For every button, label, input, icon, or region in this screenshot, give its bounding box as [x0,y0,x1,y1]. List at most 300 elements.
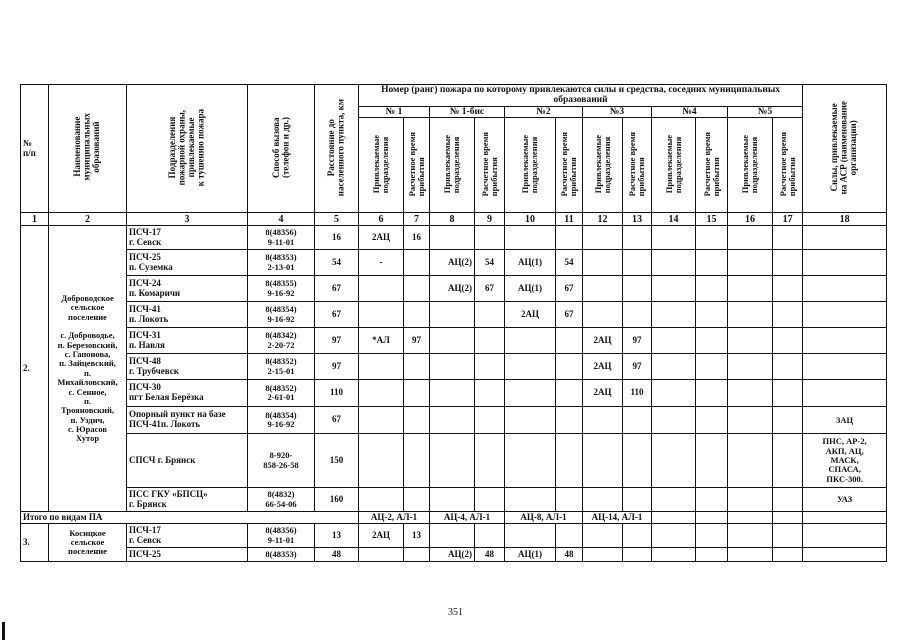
call-phone-line: 2-13-01 [267,261,295,272]
asr-forces [803,276,887,302]
table-row [21,276,887,302]
table-row [21,226,887,250]
rank1-time [404,276,430,302]
rank3-units: 2АЦ [583,380,623,407]
fire-unit [127,434,248,488]
column-number: 12 [583,213,623,226]
call-phone-line: 8(48354) [265,304,297,315]
header-sub-units: Привлекаемые подразделения [652,118,696,213]
rank4-time [696,276,728,302]
fire-unit [127,380,248,407]
rank1-time: 13 [404,524,430,548]
call-phone-line: 9-11-01 [267,236,295,247]
fire-unit-line: ПСС ГКУ «БПСЦ» [129,488,208,499]
table-row [21,524,887,548]
rank1-time [404,302,430,328]
call-phone-line: 8(4832) [267,489,295,500]
rank3-units: 2АЦ [583,328,623,354]
header-distance: Расстояние до населенного пункта, км [315,85,359,213]
header-sub-time: Расчетное время прибытия [623,118,652,213]
rank2-units [505,380,556,407]
rank2-units [505,226,556,250]
rank3-time [623,276,652,302]
row-number: 3. [21,524,49,562]
rank2-units [505,434,556,488]
header-rank-1bis: № 1-бис [430,106,505,117]
distance-km: 160 [315,488,359,512]
distance-km: 67 [315,276,359,302]
fire-unit [127,328,248,354]
rank4-time [696,354,728,380]
rank1bis-time [475,302,505,328]
rank2-time [556,407,583,434]
header-rank-title: Номер (ранг) пожара по которому привлекаются силы и средства, соседних муниципальных образований [359,85,803,107]
rank1bis-units [430,407,475,434]
call-phone-line: 9-16-92 [267,419,295,430]
rank1bis-time: 48 [475,548,505,562]
totals-empty [728,512,773,524]
table-row [21,380,887,407]
header-row-1 [21,85,887,107]
rank1-time [404,548,430,562]
rank5-units [728,276,773,302]
rank4-units [652,434,696,488]
rank2-units [505,328,556,354]
rank1bis-time: 54 [475,250,505,276]
rank5-units [728,328,773,354]
rank2-units: АЦ(1) [505,276,556,302]
rank4-units [652,250,696,276]
rank1bis-units [430,354,475,380]
asr-forces [803,380,887,407]
rank5-time [773,328,803,354]
call-phone-line: 8(48356) [265,227,297,238]
rank1-time [404,407,430,434]
totals-row [21,512,887,524]
rank4-units [652,407,696,434]
header-rank-3: №3 [583,106,652,117]
rank2-units: АЦ(1) [505,548,556,562]
rank5-time [773,302,803,328]
header-rank-2: №2 [505,106,583,117]
totals-r1: АЦ-2, АЛ-1 [359,512,430,524]
rank5-units [728,548,773,562]
header-sub-time: Расчетное время прибытия [404,118,430,213]
rank2-time [556,354,583,380]
municipality-name: Доброводское сельское поселение с. Доброводье, п. Березовский, с. Гапонова, п. Зайцевский, п. Михайловский, с. Сенное, п. Трояновский, п. Уздич, с. Юрасов Хутор [49,226,127,512]
rank4-time [696,302,728,328]
column-number: 9 [475,213,505,226]
rank4-time [696,226,728,250]
fire-unit-line: ПСЧ-25 [129,251,161,262]
rank1-units [359,276,404,302]
rank1bis-units [430,226,475,250]
column-number: 14 [652,213,696,226]
rank1-units: 2АЦ [359,226,404,250]
rank1bis-time [475,488,505,512]
rank5-time [773,407,803,434]
fire-unit [127,302,248,328]
asr-forces [803,226,887,250]
rank2-units [505,488,556,512]
header-sub-units: Привлекаемые подразделения [728,118,773,213]
column-number: 2 [49,213,127,226]
asr-forces: ПНС, АР-2, АКП, АЦ, МАСК, СПАСА, ПКС-300. [803,434,887,488]
rank3-time [623,407,652,434]
column-number: 17 [773,213,803,226]
table-row [21,488,887,512]
rank1bis-units [430,524,475,548]
rank1bis-time: 67 [475,276,505,302]
fire-unit-line: п. Суземка [129,261,173,272]
header-sub-units: Привлекаемые подразделения [359,118,404,213]
fire-unit-line: ПСЧ-31 [129,329,161,340]
rank2-time: 48 [556,548,583,562]
totals-r2: АЦ-8, АЛ-1 [505,512,583,524]
table-row [21,407,887,434]
rank2-units [505,407,556,434]
rank1bis-time [475,328,505,354]
call-phone-line: 2-15-01 [267,365,295,376]
rank2-time: 67 [556,302,583,328]
rank3-time: 97 [623,328,652,354]
rank1-time: 97 [404,328,430,354]
rank5-units [728,434,773,488]
rank1-time [404,250,430,276]
rank1bis-units [430,380,475,407]
rank1-time [404,380,430,407]
column-number: 7 [404,213,430,226]
rank5-units [728,250,773,276]
rank1bis-units [430,302,475,328]
asr-forces: УАЗ [803,488,887,512]
fire-unit [127,250,248,276]
distance-km: 110 [315,380,359,407]
rank5-time [773,548,803,562]
call-phone-line: 66-54-06 [265,498,297,509]
call-phone [248,380,315,407]
fire-unit-line: п. Локоть [129,313,169,324]
column-number: 10 [505,213,556,226]
rank5-time [773,434,803,488]
rank3-units [583,250,623,276]
rank3-time [623,226,652,250]
rank3-time: 97 [623,354,652,380]
fire-unit-line: г. Брянск [129,498,167,509]
distance-km: 16 [315,226,359,250]
rank3-time [623,488,652,512]
page-number: 351 [448,607,463,618]
rank4-units [652,354,696,380]
call-phone-line: 8-920- [269,450,293,461]
call-phone-line: 9-16-92 [267,287,295,298]
fire-unit-line: ПСЧ-48 [129,355,161,366]
column-number: 4 [248,213,315,226]
rank1bis-time [475,226,505,250]
fire-unit-line: п. Комаричи [129,287,181,298]
rank4-time [696,250,728,276]
rank3-time [623,250,652,276]
call-phone-line: 8(48355) [265,278,297,289]
header-rank-4: №4 [652,106,728,117]
fire-unit [127,354,248,380]
rank2-time [556,380,583,407]
column-numbers-row [21,213,887,226]
fire-unit-line: г. Трубчевск [129,365,179,376]
rank2-units: 2АЦ [505,302,556,328]
call-phone [248,524,315,548]
rank4-units [652,302,696,328]
rank3-time: 110 [623,380,652,407]
header-sub-time: Расчетное время прибытия [556,118,583,213]
rank3-time [623,524,652,548]
fire-unit-line: пгт Белая Берёзка [129,392,204,403]
totals-empty [773,512,803,524]
call-phone [248,434,315,488]
totals-r1b: АЦ-4, АЛ-1 [430,512,505,524]
rank1-units: 2АЦ [359,524,404,548]
rank3-units [583,488,623,512]
rank1-units: *АЛ [359,328,404,354]
call-phone-line: 2-20-72 [267,339,295,350]
distance-km: 97 [315,328,359,354]
column-number: 13 [623,213,652,226]
rank3-units [583,548,623,562]
distance-km: 97 [315,354,359,380]
rank3-units [583,302,623,328]
rank1bis-time [475,380,505,407]
scan-edge-mark [2,622,5,640]
call-phone [248,302,315,328]
fire-unit [127,276,248,302]
call-phone-line: 8(48356) [265,525,297,536]
rank2-time [556,488,583,512]
rank5-time [773,226,803,250]
column-number: 11 [556,213,583,226]
asr-forces [803,302,887,328]
rank2-time [556,226,583,250]
rank3-time [623,548,652,562]
totals-r3: АЦ-14, АЛ-1 [583,512,652,524]
distance-km: 150 [315,434,359,488]
rank2-time [556,524,583,548]
rank4-time [696,407,728,434]
rank1bis-units [430,434,475,488]
rank1-time [404,488,430,512]
rank1bis-time [475,524,505,548]
fire-unit-line: ПСЧ-41 [129,303,161,314]
totals-empty [803,512,887,524]
rank5-time [773,276,803,302]
fire-unit-line: ПСЧ-17 [129,524,161,535]
rank4-units [652,276,696,302]
asr-forces [803,548,887,562]
table-row [21,302,887,328]
call-phone [248,328,315,354]
rank5-units [728,380,773,407]
rank1-time [404,354,430,380]
rank3-units [583,276,623,302]
call-phone-line: 858-26-58 [263,459,299,470]
rank1-time: 16 [404,226,430,250]
rank2-time: 54 [556,250,583,276]
fire-unit-line: ПСЧ-24 [129,277,161,288]
rank3-units [583,407,623,434]
row-number: 2. [21,226,49,512]
rank1-units [359,488,404,512]
rank4-time [696,548,728,562]
rank1bis-units: АЦ(2) [430,276,475,302]
rank5-time [773,380,803,407]
column-number: 6 [359,213,404,226]
rank2-units [505,354,556,380]
call-phone [248,488,315,512]
fire-unit-line: п. Навля [129,339,165,350]
rank2-time [556,328,583,354]
column-number: 15 [696,213,728,226]
column-number: 8 [430,213,475,226]
header-sub-units: Привлекаемые подразделения [583,118,623,213]
rank1bis-time [475,407,505,434]
rank1-units [359,302,404,328]
header-sub-time: Расчетное время прибытия [696,118,728,213]
call-phone-line: 9-11-01 [267,534,295,545]
rank3-time [623,302,652,328]
totals-empty [696,512,728,524]
rank4-units [652,380,696,407]
totals-label: Итого по видам ПА [21,512,359,524]
rank1-time [404,434,430,488]
distance-km: 48 [315,548,359,562]
rank3-units [583,226,623,250]
totals-empty [652,512,696,524]
header-units: Подразделения пожарной охраны, привлекаемые к тушению пожара [127,85,248,213]
table-body [21,213,887,562]
call-phone-line: 8(48353) [265,252,297,263]
rank5-units [728,302,773,328]
rank1bis-time [475,434,505,488]
rank5-units [728,407,773,434]
header-asr-forces: Силы, привлекаемые на АСР (наименование организации) [803,85,887,213]
rank5-time [773,250,803,276]
fire-unit-line: Опорный пункт на базе [129,409,226,420]
fire-unit-line: г. Севск [129,236,162,247]
rank2-units [505,524,556,548]
rank4-units [652,524,696,548]
rank1bis-units: АЦ(2) [430,548,475,562]
rank5-units [728,488,773,512]
call-phone [248,407,315,434]
rank1-units [359,548,404,562]
asr-forces [803,250,887,276]
table-row [21,328,887,354]
rank1bis-units [430,328,475,354]
call-phone-line: 8(48354) [265,409,297,420]
rank4-units [652,226,696,250]
distance-km: 67 [315,302,359,328]
fire-unit-line: ПСЧ-41п. Локоть [129,419,201,430]
table-row [21,250,887,276]
table-row [21,354,887,380]
asr-forces [803,328,887,354]
rank3-units [583,524,623,548]
fire-forces-table [20,84,887,562]
municipality-name: Косицкое сельское поселение [49,524,127,562]
column-number: 18 [803,213,887,226]
column-number: 5 [315,213,359,226]
rank4-time [696,488,728,512]
rank5-units [728,354,773,380]
rank1-units: - [359,250,404,276]
fire-unit-line: г. Севск [129,534,162,545]
fire-unit-line: ПСЧ-25 [129,548,161,559]
call-phone [248,226,315,250]
table-row [21,434,887,488]
rank5-time [773,354,803,380]
rank2-units: АЦ(1) [505,250,556,276]
header-sub-units: Привлекаемые подразделения [505,118,556,213]
header-sub-time: Расчетное время прибытия [773,118,803,213]
call-phone [248,276,315,302]
distance-km: 54 [315,250,359,276]
fire-unit-line: ПСЧ-17 [129,226,161,237]
fire-unit [127,488,248,512]
fire-unit [127,524,248,548]
column-number: 3 [127,213,248,226]
call-phone-line: 2-61-01 [267,392,295,403]
fire-unit [127,548,248,562]
rank5-units [728,524,773,548]
rank4-time [696,380,728,407]
rank1-units [359,354,404,380]
call-phone [248,250,315,276]
rank4-units [652,548,696,562]
column-number: 16 [728,213,773,226]
rank1bis-units: АЦ(2) [430,250,475,276]
rank4-time [696,524,728,548]
call-phone [248,354,315,380]
header-call-method: Способ вызова (телефон и др.) [248,85,315,213]
call-phone-line: 8(48342) [265,330,297,341]
distance-km: 67 [315,407,359,434]
header-municipality: Наименование муниципальных образований [49,85,127,213]
header-rank-1: № 1 [359,106,430,117]
rank2-time [556,434,583,488]
call-phone-line: 8(48352) [265,382,297,393]
header-np: № п/п [21,85,49,213]
rank5-units [728,226,773,250]
rank1bis-time [475,354,505,380]
rank3-time [623,434,652,488]
call-phone-line: 9-16-92 [267,313,295,324]
rank1-units [359,380,404,407]
header-rank-5: №5 [728,106,803,117]
call-phone [248,548,315,562]
fire-unit [127,407,248,434]
asr-forces: 3АЦ [803,407,887,434]
asr-forces [803,524,887,548]
rank3-units [583,434,623,488]
rank3-units: 2АЦ [583,354,623,380]
fire-unit-line: ПСЧ-30 [129,382,161,393]
call-phone-line: 8(48353) [265,549,297,560]
rank4-units [652,488,696,512]
table-row [21,548,887,562]
rank4-time [696,434,728,488]
rank4-time [696,328,728,354]
distance-km: 13 [315,524,359,548]
asr-forces [803,354,887,380]
